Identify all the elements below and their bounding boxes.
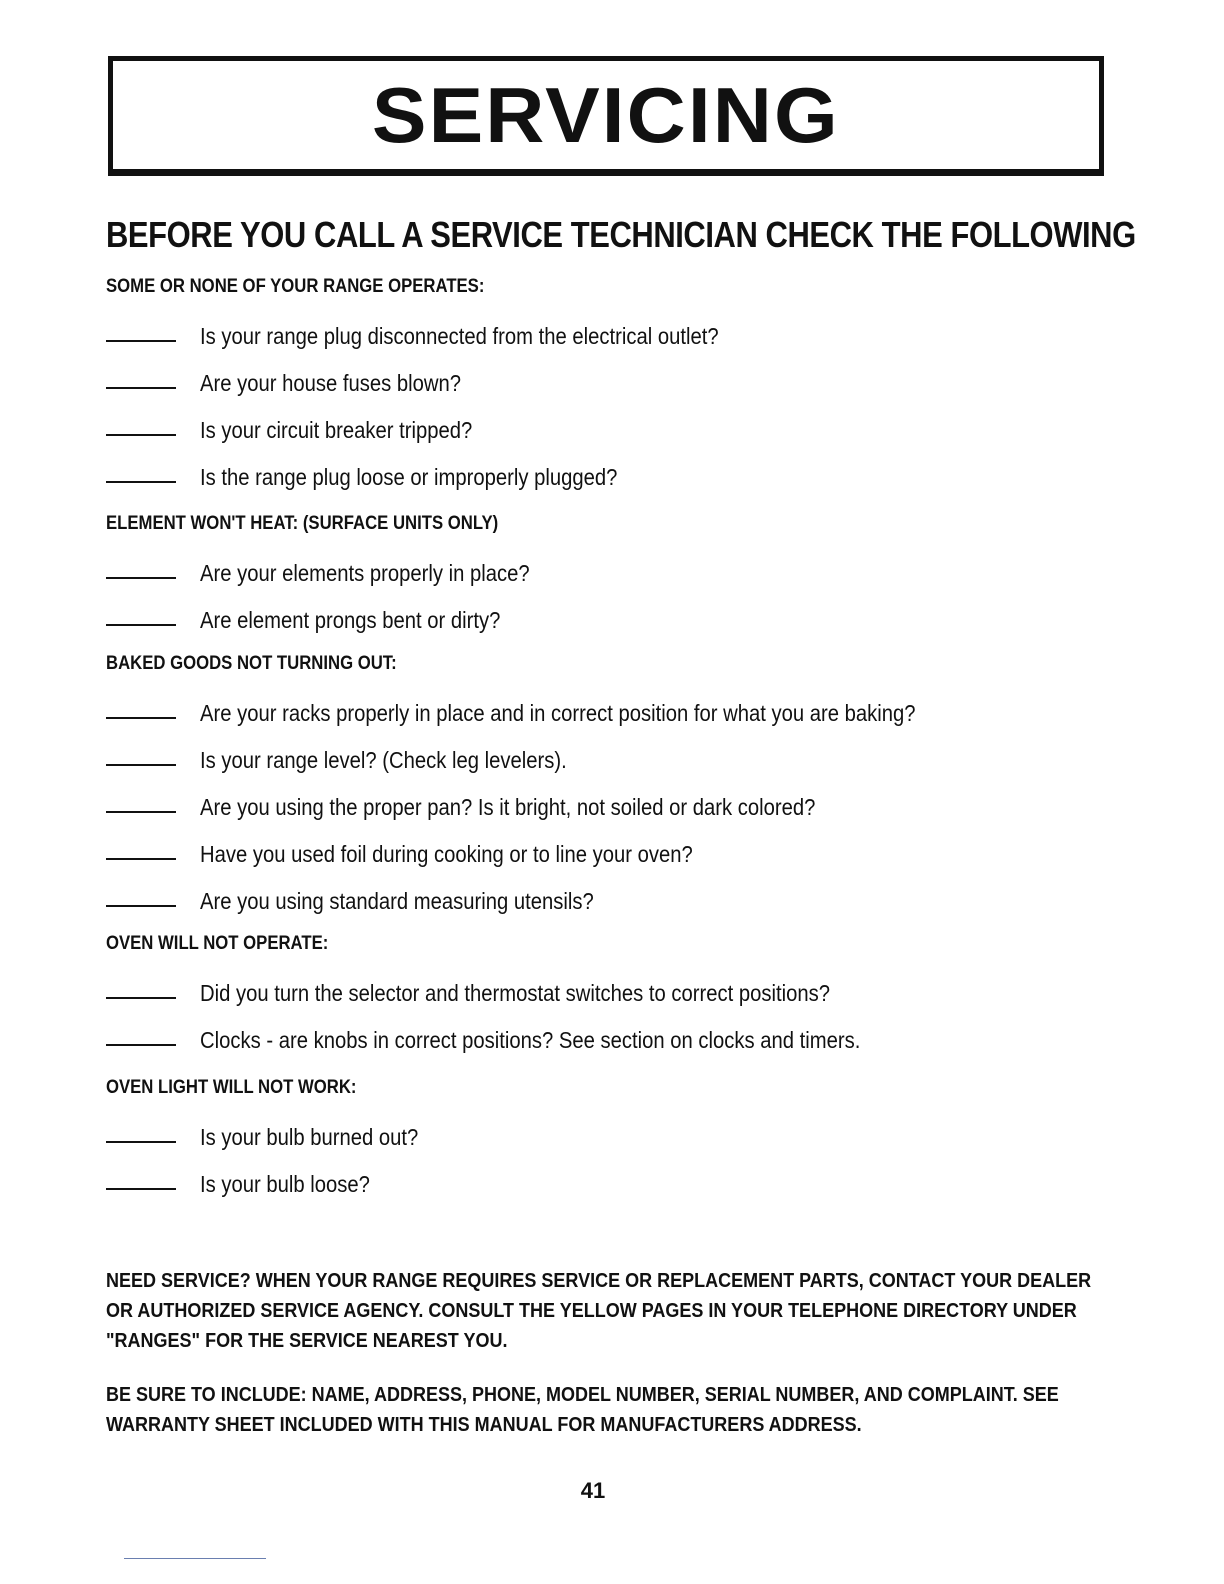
section-oven-light xyxy=(106,1071,1006,1199)
checkbox-blank-line[interactable] xyxy=(106,717,176,719)
checklist-item xyxy=(106,775,1006,822)
checkbox-blank-line[interactable] xyxy=(106,858,176,860)
checkbox-blank-line[interactable] xyxy=(106,340,176,342)
checklist-item xyxy=(106,351,1006,398)
checkbox-blank-line[interactable] xyxy=(106,434,176,436)
section-heading: BAKED GOODS NOT TURNING OUT: xyxy=(106,653,397,674)
checkbox-blank-line[interactable] xyxy=(106,997,176,999)
include-info-notice: BE SURE TO INCLUDE: NAME, ADDRESS, PHONE, MODEL NUMBER, SERIAL NUMBER, AND COMPLAINT. SEE WARRANTY SHEET INCLUDED WITH THIS MANUAL FOR MANUFACTURERS ADDRESS. xyxy=(106,1384,1059,1436)
checklist-item-text: Is your range plug disconnected from the electrical outlet? xyxy=(200,323,719,349)
section-range-operates xyxy=(106,270,1006,492)
checkbox-blank-line[interactable] xyxy=(106,811,176,813)
checklist-item xyxy=(106,588,1006,635)
checklist-item xyxy=(106,961,1006,1008)
checklist-item-text: Clocks - are knobs in correct positions? See section on clocks and timers. xyxy=(200,1027,861,1053)
checklist-item-text: Is your range level? (Check leg levelers). xyxy=(200,747,567,773)
checklist-item xyxy=(106,1152,1006,1199)
checkbox-blank-line[interactable] xyxy=(106,387,176,389)
checkbox-blank-line[interactable] xyxy=(106,577,176,579)
checklist-item-text: Are your house fuses blown? xyxy=(200,370,462,396)
checklist-item-text: Are your racks properly in place and in correct position for what you are baking? xyxy=(200,700,916,726)
checkbox-blank-line[interactable] xyxy=(106,624,176,626)
checklist-item xyxy=(106,822,1006,869)
checkbox-blank-line[interactable] xyxy=(106,1141,176,1143)
checklist-item xyxy=(106,445,1006,492)
checklist-item-text: Is your circuit breaker tripped? xyxy=(200,417,473,443)
checkbox-blank-line[interactable] xyxy=(106,1044,176,1046)
checklist-item-text: Is your bulb burned out? xyxy=(200,1124,419,1150)
section-oven-will-not-operate xyxy=(106,927,1006,1055)
page-number: 41 xyxy=(580,1478,606,1503)
section-baked-goods xyxy=(106,647,1006,916)
checklist-item-text: Did you turn the selector and thermostat switches to correct positions? xyxy=(200,980,830,1006)
title-box xyxy=(108,56,1104,176)
need-service-notice: NEED SERVICE? WHEN YOUR RANGE REQUIRES SERVICE OR REPLACEMENT PARTS, CONTACT YOUR DEALER OR AUTHORIZED SERVICE AGENCY. CONSULT THE YELLOW PAGES IN YOUR TELEPHONE DIRECTORY UNDER "RANGES" FOR THE SERVICE NEAREST YOU. xyxy=(106,1270,1092,1352)
checklist-item xyxy=(106,1105,1006,1152)
section-heading: ELEMENT WON'T HEAT: (SURFACE UNITS ONLY) xyxy=(106,513,499,534)
checkbox-blank-line[interactable] xyxy=(106,764,176,766)
section-heading: SOME OR NONE OF YOUR RANGE OPERATES: xyxy=(106,276,485,297)
checklist-item-text: Are your elements properly in place? xyxy=(200,560,530,586)
checkbox-blank-line[interactable] xyxy=(106,1188,176,1190)
section-heading: OVEN WILL NOT OPERATE: xyxy=(106,933,329,954)
checklist-item-text: Are element prongs bent or dirty? xyxy=(200,607,501,633)
checklist-item xyxy=(106,681,1006,728)
checklist-item xyxy=(106,728,1006,775)
checklist-item-text: Have you used foil during cooking or to line your oven? xyxy=(200,841,693,867)
checklist-item xyxy=(106,398,1006,445)
checklist-item xyxy=(106,304,1006,351)
checklist-item-text: Is your bulb loose? xyxy=(200,1171,370,1197)
footer-rule xyxy=(124,1558,266,1559)
checkbox-blank-line[interactable] xyxy=(106,481,176,483)
checklist-item xyxy=(106,869,1006,916)
checklist-item-text: Are you using the proper pan? Is it bright, not soiled or dark colored? xyxy=(200,794,816,820)
checklist-item-text: Are you using standard measuring utensils? xyxy=(200,888,594,914)
checklist-item-text: Is the range plug loose or improperly plugged? xyxy=(200,464,618,490)
checklist-item xyxy=(106,1008,1006,1055)
checklist-headline: BEFORE YOU CALL A SERVICE TECHNICIAN CHECK THE FOLLOWING xyxy=(106,214,1136,255)
page-title: SERVICING xyxy=(372,70,840,159)
checklist-item xyxy=(106,541,1006,588)
section-element-wont-heat xyxy=(106,507,1006,635)
checkbox-blank-line[interactable] xyxy=(106,905,176,907)
section-heading: OVEN LIGHT WILL NOT WORK: xyxy=(106,1077,357,1098)
